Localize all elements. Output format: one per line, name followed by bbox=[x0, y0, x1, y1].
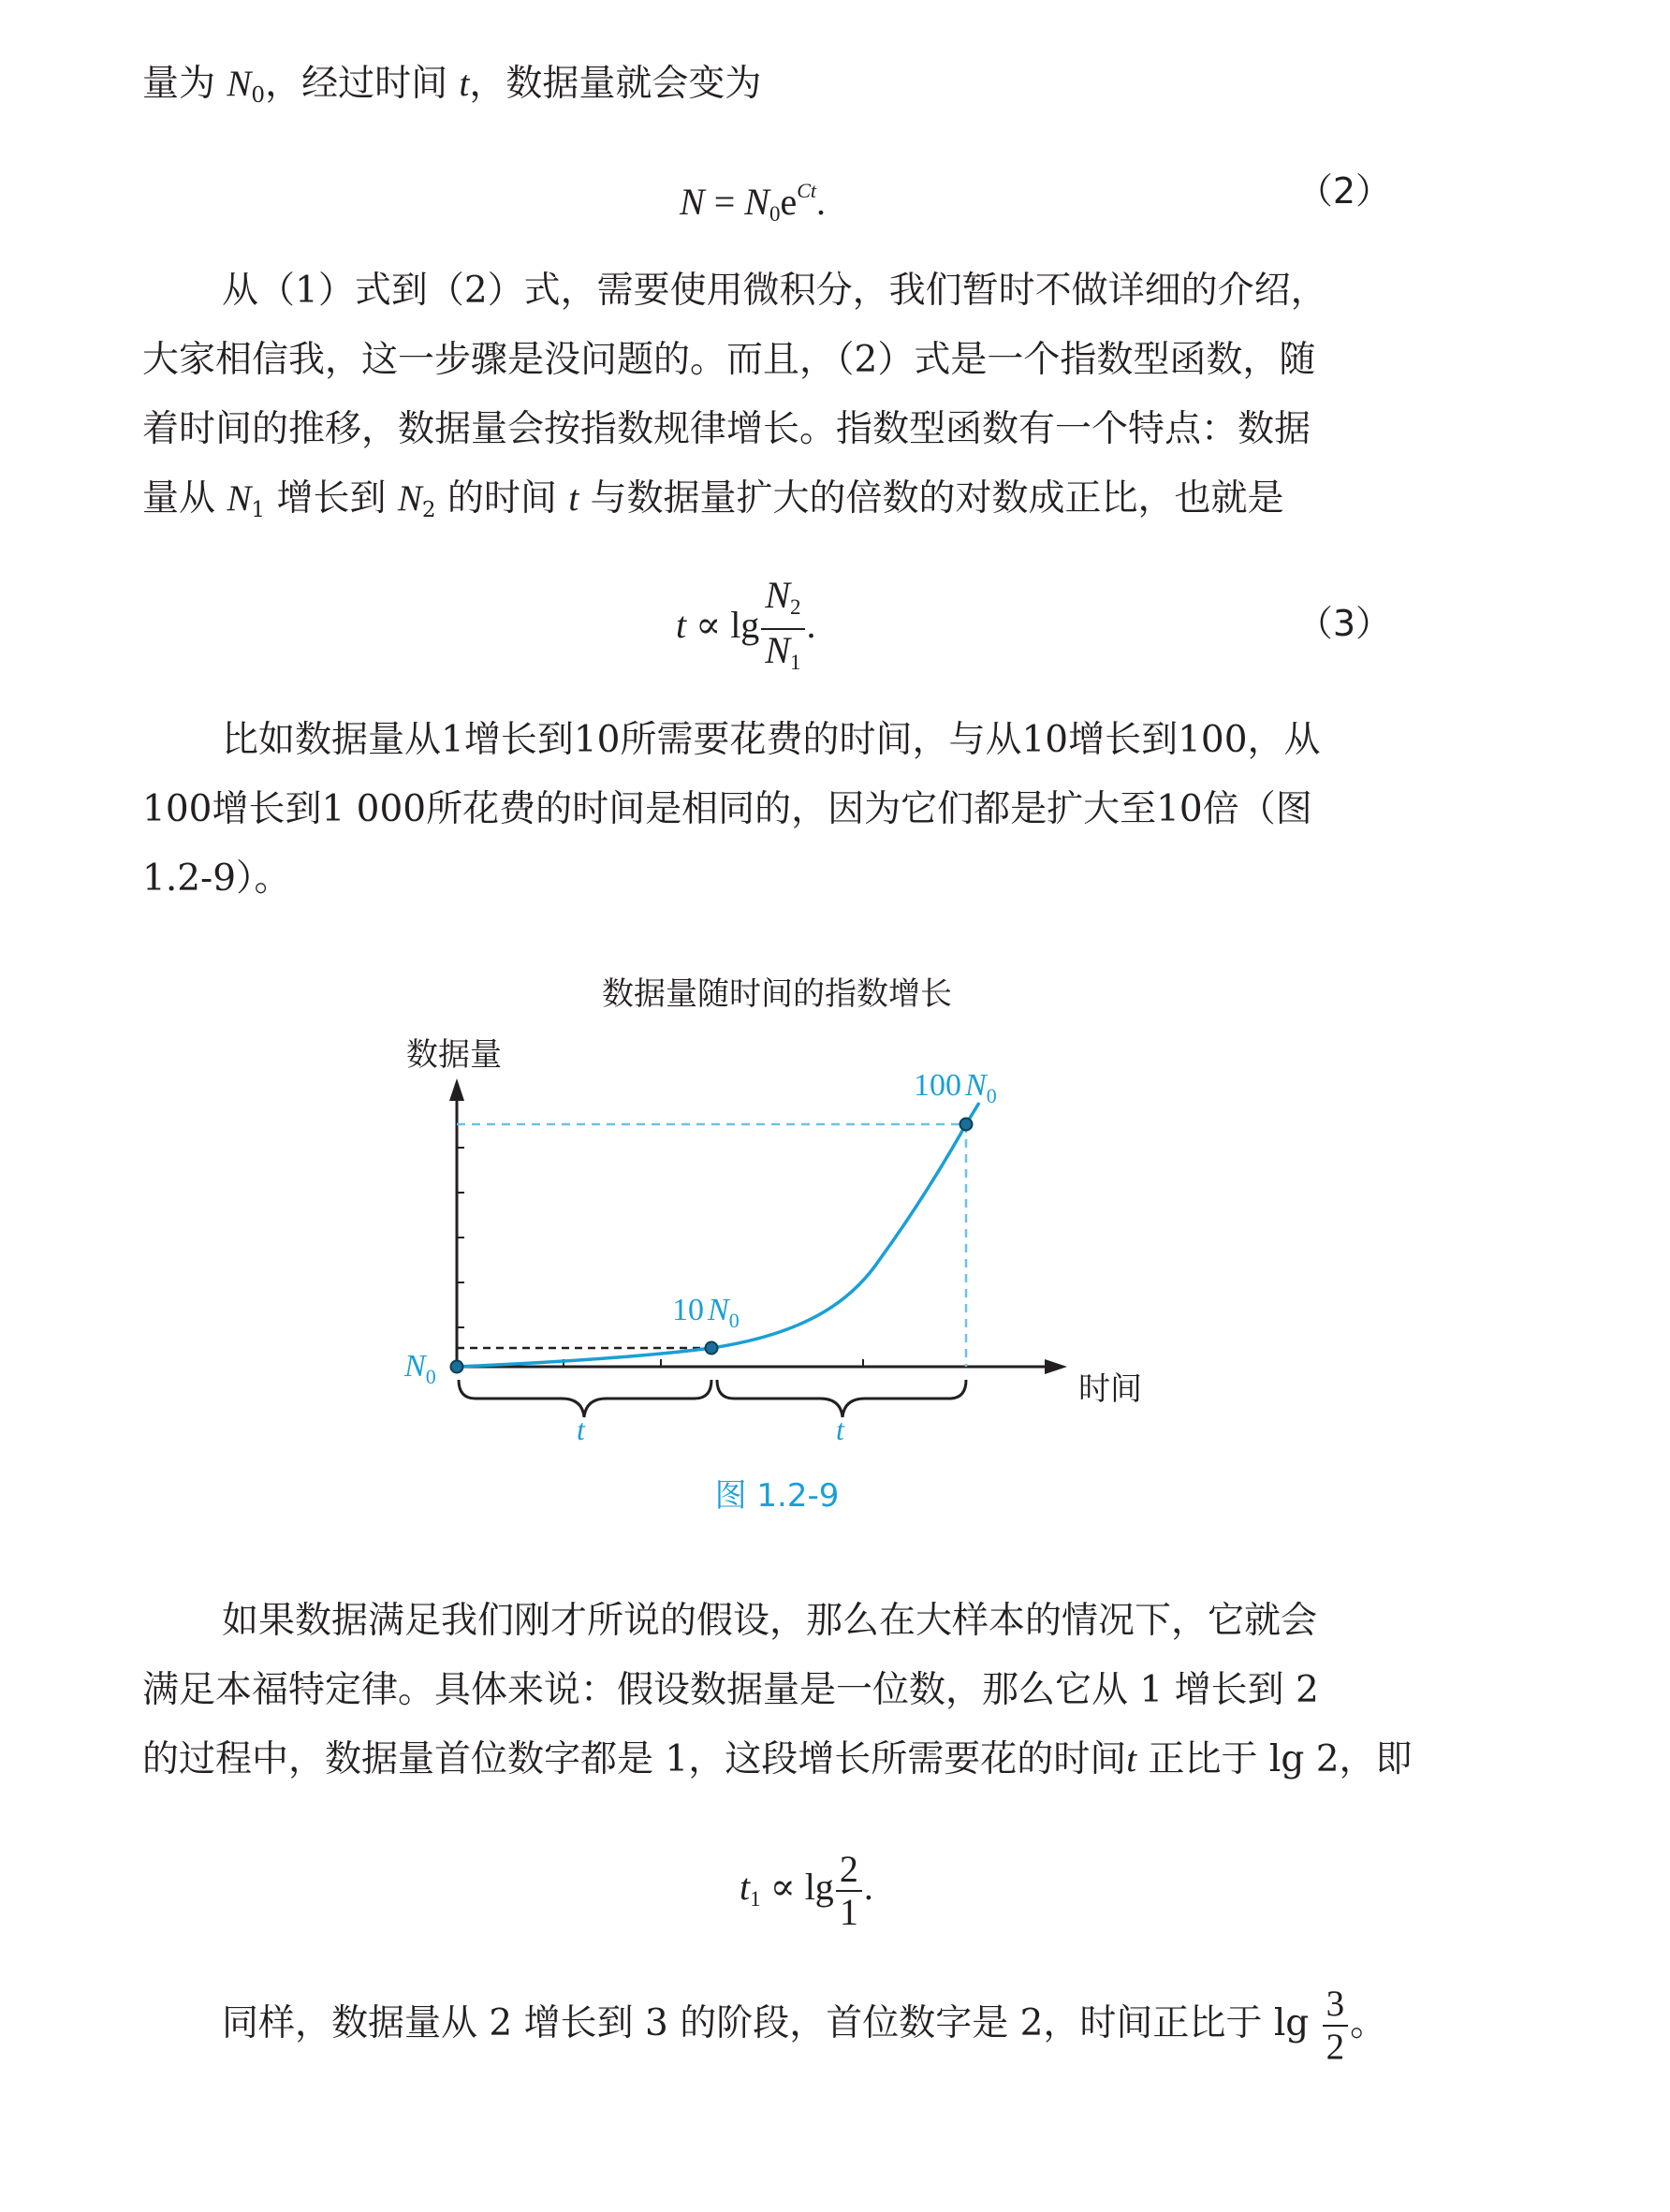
text-line: 大家相信我，这一步骤是没问题的。而且，（2）式是一个指数型函数，随 bbox=[142, 339, 1316, 381]
text-line: 量从 $N_1$ 增长到 $N_2$ 的时间 t 与数据量扩大的倍数的对数成正比，也就是 bbox=[142, 477, 1284, 522]
growth-curve bbox=[457, 1103, 979, 1367]
equation-3: t ∝ lg $\frac{N_2}{N_1}$ . bbox=[676, 575, 816, 683]
label-n0: $N_0$ bbox=[404, 1349, 436, 1388]
point-100n0 bbox=[960, 1119, 973, 1131]
text-line: 1.2-9）。 bbox=[142, 857, 291, 900]
text-line: 量为 $N_0$，经过时间 t，数据量就会变为 bbox=[142, 63, 762, 108]
fraction: $\frac{3}{2}$ bbox=[1323, 1984, 1349, 2068]
brace-label-2: t bbox=[836, 1413, 844, 1446]
label-100n0: 100 $N_0$ bbox=[914, 1068, 997, 1107]
x-axis-label: 时间 bbox=[1078, 1370, 1142, 1408]
point-n0 bbox=[451, 1361, 463, 1373]
text-line: 比如数据量从1增长到10所需要花费的时间，与从10增长到100，从 bbox=[222, 719, 1321, 761]
text-line: 着时间的推移，数据量会按指数规律增长。指数型函数有一个特点：数据 bbox=[142, 408, 1311, 450]
equation-number: （2） bbox=[1296, 170, 1391, 212]
x-axis-arrow bbox=[1045, 1359, 1067, 1374]
fraction: $\frac{2}{1}$ bbox=[836, 1849, 862, 1933]
equation-number: （3） bbox=[1296, 603, 1391, 644]
point-10n0 bbox=[706, 1342, 718, 1355]
text-line: 如果数据满足我们刚才所说的假设，那么在大样本的情况下，它就会 bbox=[222, 1600, 1318, 1642]
label-10n0: 10 $N_0$ bbox=[672, 1293, 740, 1332]
text-line: 的过程中，数据量首位数字都是 1，这段增长所需要花的时间t 正比于 lg 2，即 bbox=[142, 1738, 1413, 1780]
figure-title: 数据量随时间的指数增长 bbox=[602, 975, 952, 1013]
x-ticks bbox=[564, 1359, 863, 1367]
equation-2: $N = N_0e^{Ct}$. bbox=[680, 179, 826, 226]
text-line: 100增长到1 000所花费的时间是相同的，因为它们都是扩大至10倍（图 bbox=[142, 788, 1312, 830]
text-line: 满足本福特定律。具体来说：假设数据量是一位数，那么它从 1 增长到 2 bbox=[142, 1669, 1319, 1711]
y-axis-label: 数据量 bbox=[406, 1036, 502, 1074]
brace-interval-1 bbox=[459, 1380, 711, 1417]
brace-interval-2 bbox=[717, 1380, 966, 1417]
fraction: $\frac{N_2}{N_1}$ bbox=[761, 575, 804, 683]
text-line: 同样，数据量从 2 增长到 3 的阶段，首位数字是 2，时间正比于 lg $\frac{3}{2}$ 。 bbox=[222, 1984, 1387, 2067]
text-line: 从（1）式到（2）式，需要使用微积分，我们暂时不做详细的介绍， bbox=[222, 270, 1327, 312]
y-ticks bbox=[457, 1148, 464, 1327]
figure-caption: 图 1.2-9 bbox=[714, 1477, 840, 1515]
y-axis-arrow bbox=[449, 1078, 464, 1101]
brace-label-1: t bbox=[577, 1413, 585, 1446]
equation-t1: $t_1 \propto \lg$ $\frac{2}{1}$ . bbox=[740, 1847, 873, 1933]
